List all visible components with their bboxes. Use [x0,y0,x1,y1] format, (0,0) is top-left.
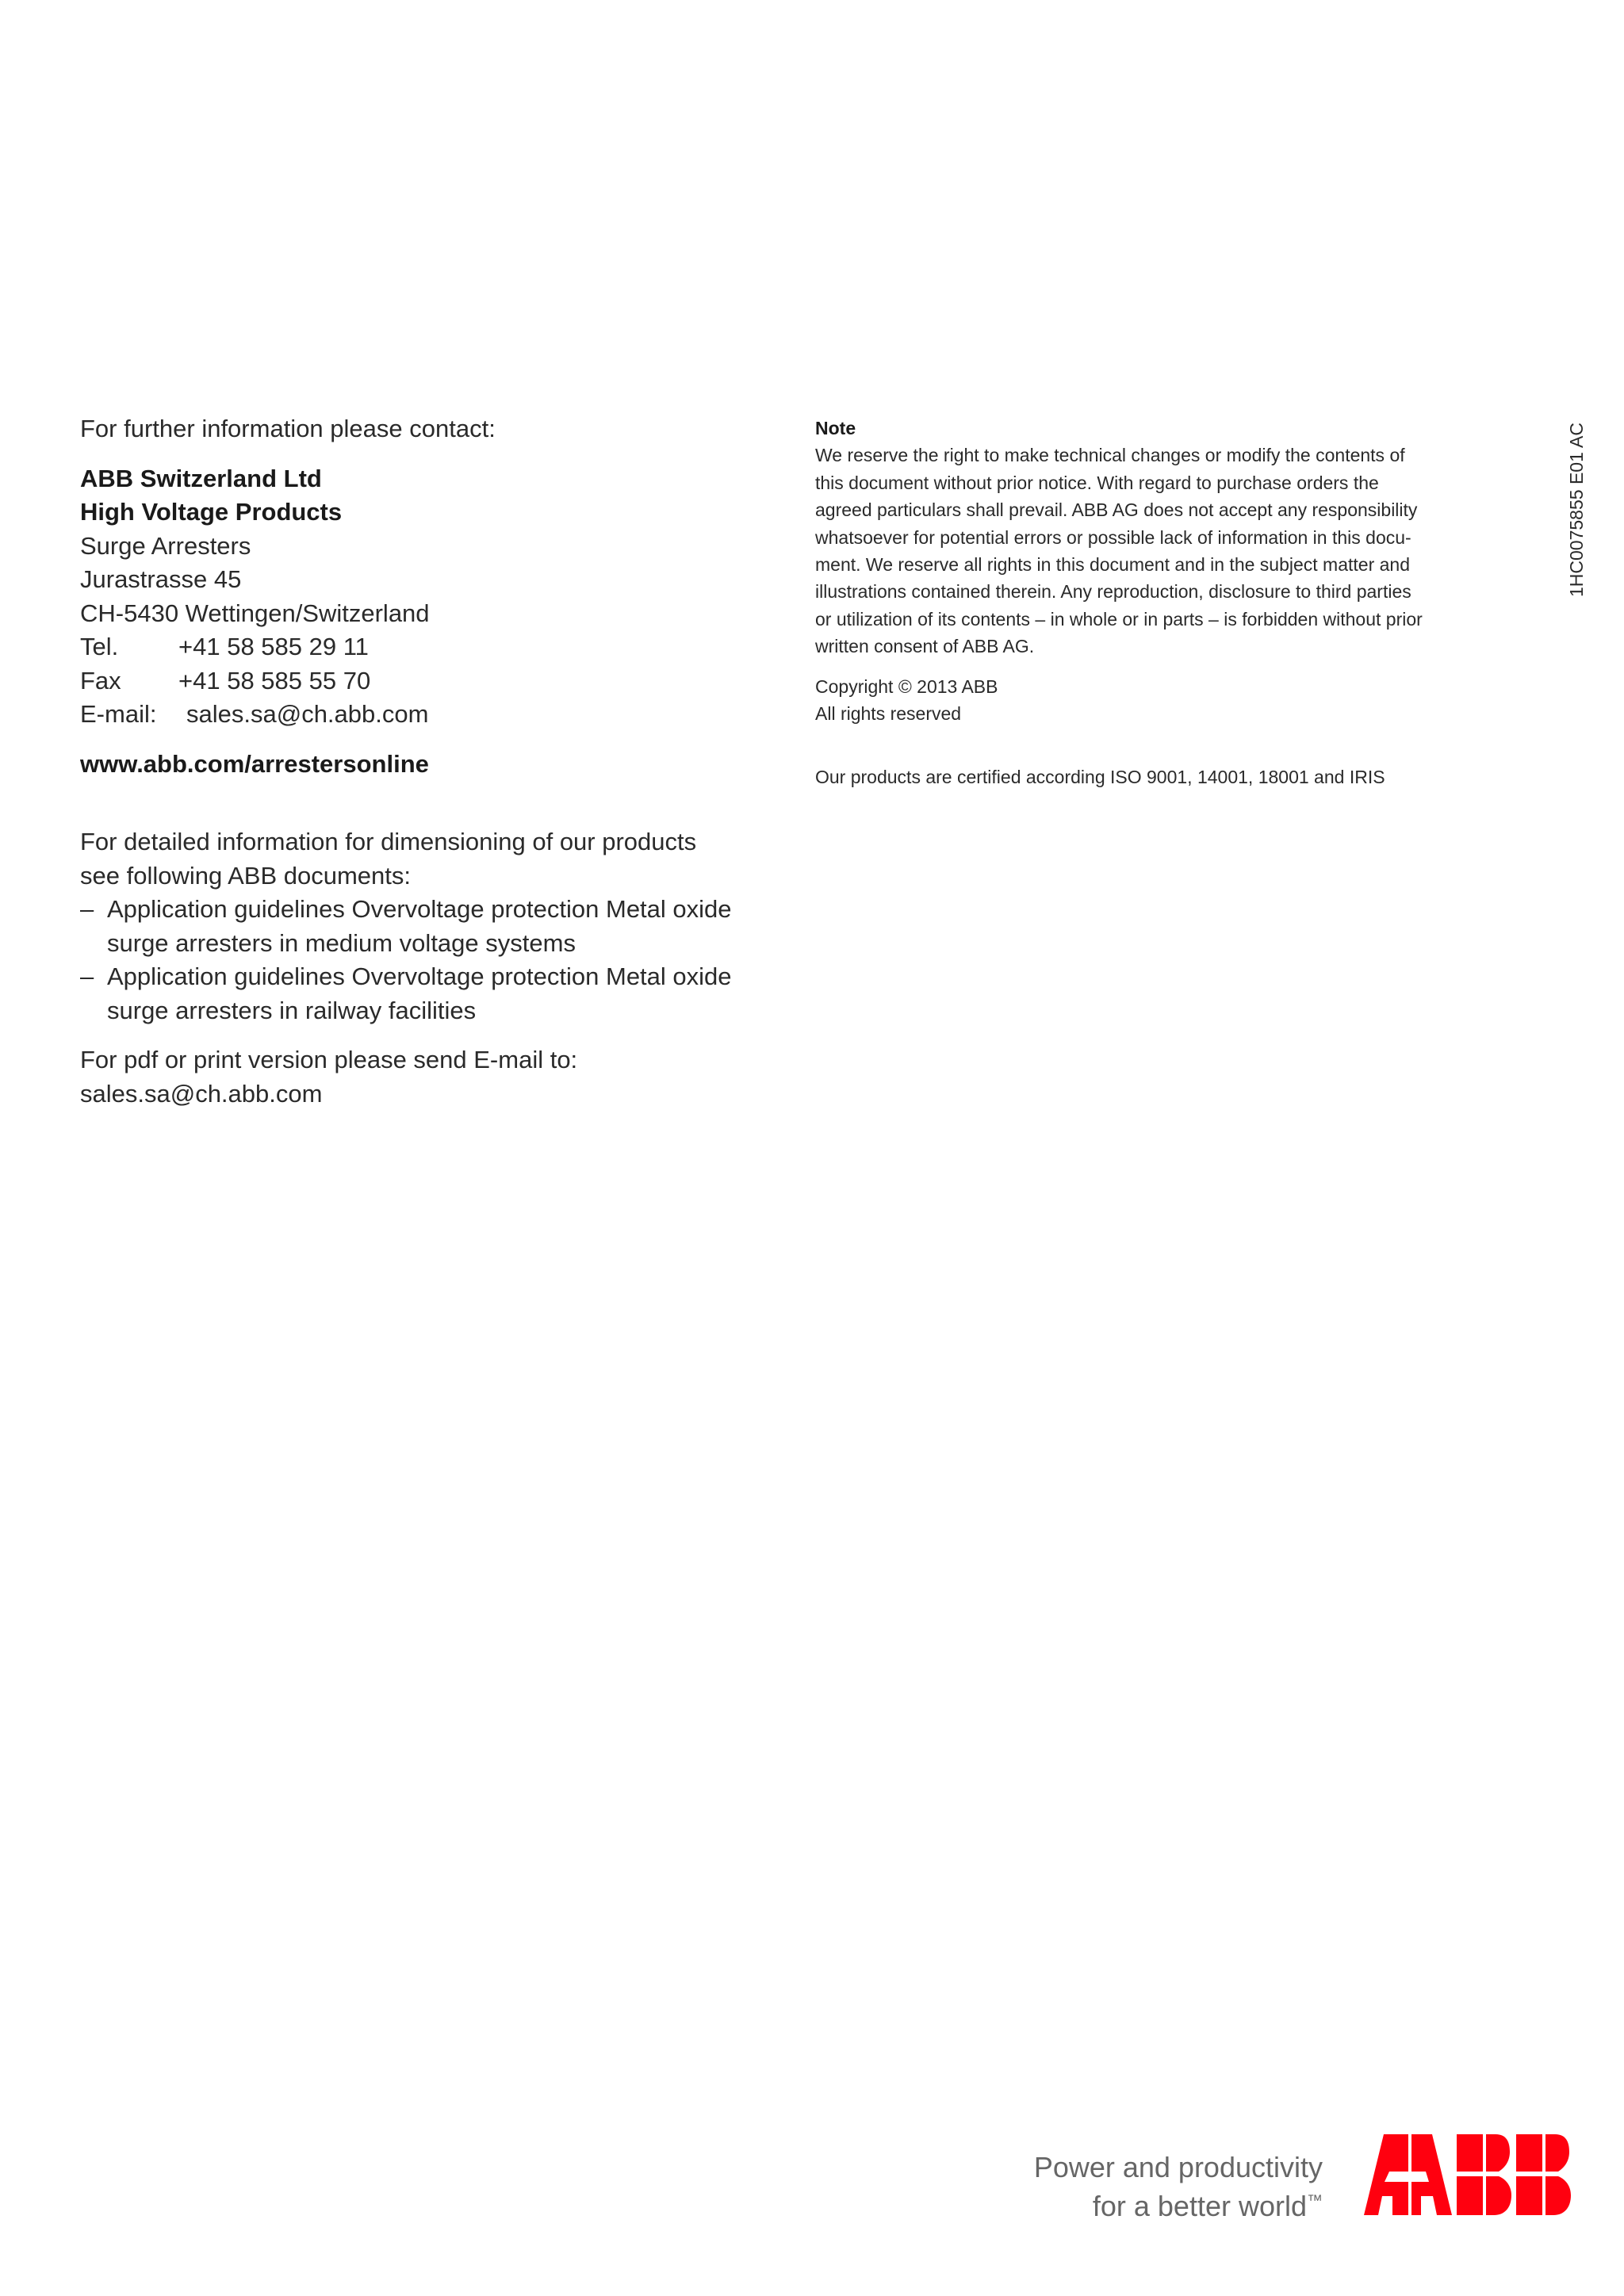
fax-value: +41 58 585 55 70 [178,666,371,695]
print-request-email[interactable]: sales.sa@ch.abb.com [80,1079,323,1108]
list-item [80,893,794,960]
note-line: ment. We reserve all rights in this document and in the subject matter and [815,554,1411,576]
tel-row [80,630,794,664]
abb-logo-marks [1364,2134,1571,2215]
abb-logo [1362,2133,1573,2215]
bullet-dash: – [80,962,94,990]
note-title: Note [815,418,856,438]
website-link[interactable]: www.abb.com/arrestersonline [80,749,429,778]
address-block [80,462,794,732]
document-code-text: 1HC0075855 E01 AC [1566,423,1587,597]
company-name: ABB Switzerland Ltd [80,464,322,492]
note-line: We reserve the right to make technical changes or modify the contents of [815,445,1405,466]
print-request-text: For pdf or print version please send E-mail to: [80,1046,578,1073]
note-line: whatsoever for potential errors or possible lack of information in this docu- [815,526,1411,548]
email-link[interactable]: sales.sa@ch.abb.com [186,700,429,728]
copyright-text: Copyright © 2013 ABB [815,675,998,697]
city-address: CH-5430 Wettingen/Switzerland [80,599,430,627]
note-column [815,415,1513,791]
note-line: or utilization of its contents – in whole or in parts – is forbidden without prior [815,608,1423,629]
tel-value[interactable]: +41 58 585 29 11 [178,633,369,660]
print-request-block [80,1043,794,1111]
document-title-line2: surge arresters in railway facilities [107,996,477,1024]
rights-text: All rights reserved [815,703,962,725]
documents-block [80,825,794,1027]
note-line: agreed particulars shall prevail. ABB AG does not accept any responsibility [815,499,1418,521]
certification-text: Our products are certified according ISO 9001, 14001, 18001 and IRIS [815,767,1385,788]
bullet-dash: – [80,895,94,923]
contact-column [80,412,794,1111]
document-title-line1: Application guidelines Overvoltage protection Metal oxide [107,962,732,990]
contact-intro: For further information please contact: [80,415,496,442]
slogan-line2: for a better world [1092,2190,1307,2222]
documents-intro-line2: see following ABB documents: [80,861,412,890]
division-name: High Voltage Products [80,498,343,526]
fax-row [80,664,794,698]
trademark-symbol: ™ [1307,2192,1323,2210]
list-item [80,960,794,1027]
street-address: Jurastrasse 45 [80,565,242,593]
document-title-line2: surge arresters in medium voltage systems [107,928,576,957]
note-line: illustrations contained therein. Any reproduction, disclosure to third parties [815,581,1411,603]
note-line: written consent of ABB AG. [815,636,1035,657]
email-label: E-mail: [80,700,157,728]
tel-label: Tel. [80,633,119,660]
slogan [1034,2150,1323,2223]
fax-label: Fax [80,666,121,695]
note-line: this document without prior notice. With regard to purchase orders the [815,472,1379,493]
slogan-line1: Power and productivity [1033,2151,1323,2183]
department-name: Surge Arresters [80,531,251,560]
email-row [80,698,794,732]
documents-intro-line1: For detailed information for dimensioning of our products [80,828,697,855]
document-title-line1: Application guidelines Overvoltage protection Metal oxide [107,895,732,923]
